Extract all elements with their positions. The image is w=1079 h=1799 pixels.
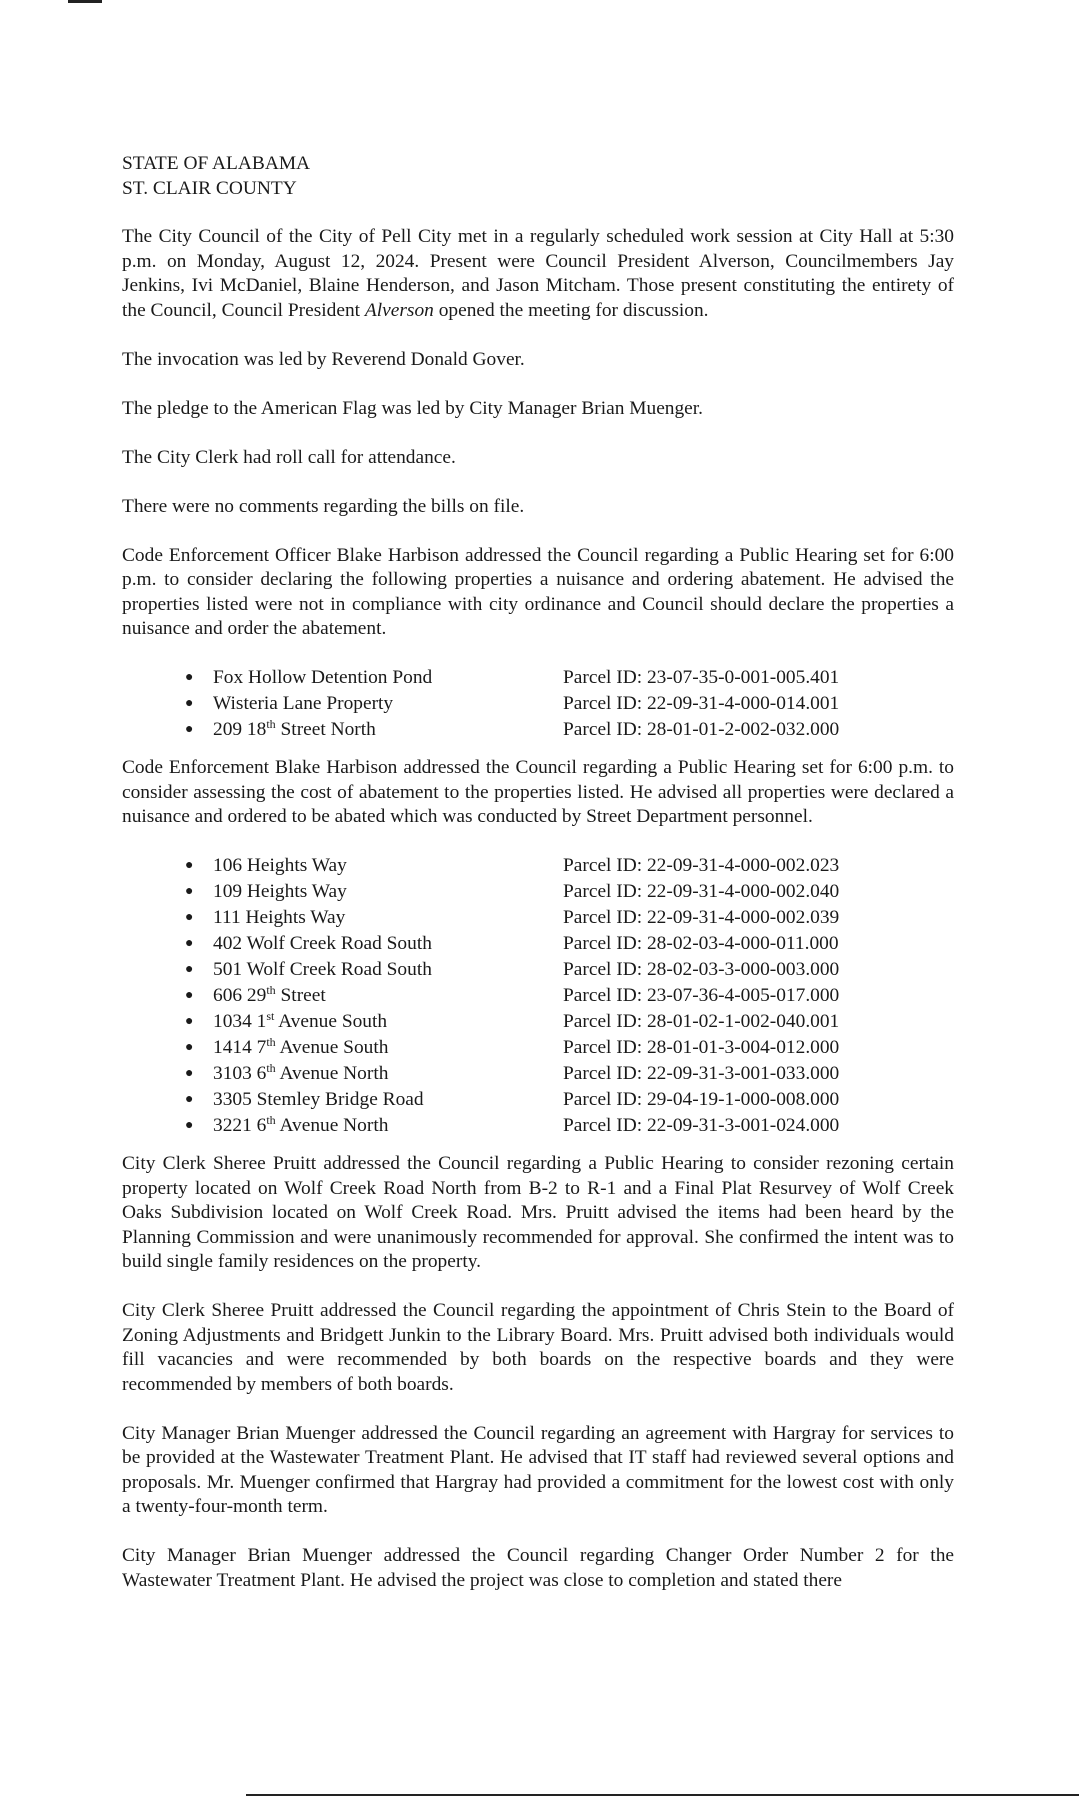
bullet-icon: ●	[185, 936, 194, 951]
nuisance-property-list	[122, 666, 954, 744]
bullet-icon: ●	[185, 1040, 194, 1055]
list-item	[122, 718, 954, 744]
parcel-id: Parcel ID: 22-09-31-4-000-002.023	[563, 855, 840, 876]
address-street: Avenue North	[275, 1115, 389, 1136]
ordinal-suffix: th	[266, 1035, 276, 1049]
property-address: 111 Heights Way	[213, 907, 346, 928]
list-item	[122, 1062, 954, 1088]
bullet-icon: ●	[185, 696, 194, 711]
address-street: Street	[275, 985, 326, 1006]
page-bottom-rule	[246, 1794, 1079, 1796]
parcel-id: Parcel ID: 28-01-01-3-004-012.000	[563, 1037, 840, 1058]
scan-corner-mark	[68, 0, 102, 3]
address-number: 606 29	[213, 985, 267, 1006]
bullet-icon: ●	[185, 1066, 194, 1081]
roll-call-paragraph: The City Clerk had roll call for attendance.	[122, 446, 456, 468]
intro-text: The City Council of the City of Pell City met in a regularly scheduled work session at City Hall at 5:30 p.m. on Monday, August 12, 2024. Present were Council President Alverson, Councilmembers Jay Jenkins, Ivi McDaniel, Blaine Henderson, and Jason Mitcham. Those present constituting the entirety of the Council, Council President	[122, 226, 954, 321]
address-number: 3221 6	[213, 1115, 267, 1136]
bullet-icon: ●	[185, 988, 194, 1003]
bullet-icon: ●	[185, 1014, 194, 1029]
property-address: 109 Heights Way	[213, 881, 347, 902]
parcel-id: Parcel ID: 22-09-31-4-000-014.001	[563, 693, 840, 714]
intro-text-end: opened the meeting for discussion.	[433, 299, 709, 321]
property-address: 501 Wolf Creek Road South	[213, 959, 432, 980]
parcel-id: Parcel ID: 28-02-03-4-000-011.000	[563, 933, 839, 954]
bullet-icon: ●	[185, 1118, 194, 1133]
change-order-paragraph: City Manager Brian Muenger addressed the Council regarding Changer Order Number 2 for the Wastewater Treatment Plant. He advised the project was close to completion and stated there	[122, 1545, 954, 1591]
bullet-icon: ●	[185, 670, 194, 685]
address-number: 1414 7	[213, 1037, 267, 1058]
bullet-icon: ●	[185, 1092, 194, 1107]
parcel-id: Parcel ID: 28-01-02-1-002-040.001	[563, 1011, 840, 1032]
list-item	[122, 666, 954, 692]
document-header	[122, 152, 954, 201]
nuisance-paragraph: Code Enforcement Officer Blake Harbison addressed the Council regarding a Public Hearing set for 6:00 p.m. to consider declaring the following properties a nuisance and ordering abatement. He advised the properties listed were not in compliance with city ordinance and Council should declare the properties a nuisance and order the abatement.	[122, 544, 954, 639]
list-item	[122, 880, 954, 906]
parcel-id: Parcel ID: 22-09-31-3-001-024.000	[563, 1115, 840, 1136]
address-number: 3103 6	[213, 1063, 267, 1084]
address-number: 209 18	[213, 719, 267, 740]
invocation-paragraph: The invocation was led by Reverend Donald Gover.	[122, 348, 525, 370]
parcel-id: Parcel ID: 22-09-31-3-001-033.000	[563, 1063, 840, 1084]
property-address: 106 Heights Way	[213, 855, 347, 876]
ordinal-suffix: th	[266, 1061, 276, 1075]
appointment-paragraph: City Clerk Sheree Pruitt addressed the Council regarding the appointment of Chris Stein to the Board of Zoning Adjustments and Bridgett Junkin to the Library Board. Mrs. Pruitt advised both individuals would fill vacancies and were recommended by both boards on the respective boards and they were recommended by members of both boards.	[122, 1300, 954, 1395]
property-address	[213, 1010, 563, 1035]
ordinal-suffix: th	[266, 717, 276, 731]
list-item	[122, 854, 954, 880]
county-heading: ST. CLAIR COUNTY	[122, 177, 297, 199]
minutes-page	[122, 152, 954, 1618]
property-address: Wisteria Lane Property	[213, 693, 394, 714]
list-item	[122, 1088, 954, 1114]
address-street: Avenue North	[275, 1063, 389, 1084]
list-item	[122, 1114, 954, 1140]
parcel-id: Parcel ID: 23-07-35-0-001-005.401	[563, 667, 840, 688]
state-heading: STATE OF ALABAMA	[122, 153, 311, 174]
bullet-icon: ●	[185, 910, 194, 925]
property-address: 402 Wolf Creek Road South	[213, 933, 432, 954]
property-address	[213, 718, 563, 743]
council-president-name: Alverson	[364, 299, 434, 321]
abatement-property-list	[122, 854, 954, 1140]
pledge-paragraph: The pledge to the American Flag was led by City Manager Brian Muenger.	[122, 397, 704, 419]
bullet-icon: ●	[185, 722, 194, 737]
parcel-id: Parcel ID: 28-01-01-2-002-032.000	[563, 719, 840, 740]
property-address: Fox Hollow Detention Pond	[213, 667, 433, 688]
bullet-icon: ●	[185, 858, 194, 873]
property-address	[213, 1114, 563, 1139]
ordinal-suffix: th	[266, 1113, 276, 1127]
list-item	[122, 932, 954, 958]
rezoning-paragraph: City Clerk Sheree Pruitt addressed the Council regarding a Public Hearing to consider rezoning certain property located on Wolf Creek Road North from B-2 to R-1 and a Final Plat Resurvey of Wolf Creek Oaks Subdivision located on Wolf Creek Road. Mrs. Pruitt advised the items had been heard by the Planning Commission and were unanimously recommended for approval. She confirmed the intent was to build single family residences on the property.	[122, 1153, 954, 1272]
bullet-icon: ●	[185, 884, 194, 899]
list-item	[122, 984, 954, 1010]
intro-paragraph	[122, 225, 954, 323]
property-address: 3305 Stemley Bridge Road	[213, 1089, 424, 1110]
parcel-id: Parcel ID: 28-02-03-3-000-003.000	[563, 959, 840, 980]
address-street: Avenue South	[274, 1011, 388, 1032]
bullet-icon: ●	[185, 962, 194, 977]
parcel-id: Parcel ID: 29-04-19-1-000-008.000	[563, 1089, 840, 1110]
address-street: Avenue South	[275, 1037, 389, 1058]
address-street: Street North	[275, 719, 376, 740]
list-item	[122, 1010, 954, 1036]
property-address	[213, 1036, 563, 1061]
abatement-paragraph: Code Enforcement Blake Harbison addressed the Council regarding a Public Hearing set for 6:00 p.m. to consider assessing the cost of abatement to the properties listed. He advised all properties were declared a nuisance and ordered to be abated which was conducted by Street Department personnel.	[122, 757, 954, 827]
address-number: 1034 1	[213, 1011, 267, 1032]
list-item	[122, 958, 954, 984]
list-item	[122, 906, 954, 932]
parcel-id: Parcel ID: 22-09-31-4-000-002.039	[563, 907, 840, 928]
hargray-agreement-paragraph: City Manager Brian Muenger addressed the Council regarding an agreement with Hargray for services to be provided at the Wastewater Treatment Plant. He advised that IT staff had reviewed several options and proposals. Mr. Muenger confirmed that Hargray had provided a commitment for the lowest cost with only a twenty-four-month term.	[122, 1422, 954, 1517]
ordinal-suffix: th	[266, 983, 276, 997]
list-item	[122, 692, 954, 718]
parcel-id: Parcel ID: 23-07-36-4-005-017.000	[563, 985, 840, 1006]
ordinal-suffix: st	[266, 1009, 275, 1023]
parcel-id: Parcel ID: 22-09-31-4-000-002.040	[563, 881, 840, 902]
bills-paragraph: There were no comments regarding the bills on file.	[122, 495, 525, 517]
property-address	[213, 1062, 563, 1087]
property-address	[213, 984, 563, 1009]
list-item	[122, 1036, 954, 1062]
